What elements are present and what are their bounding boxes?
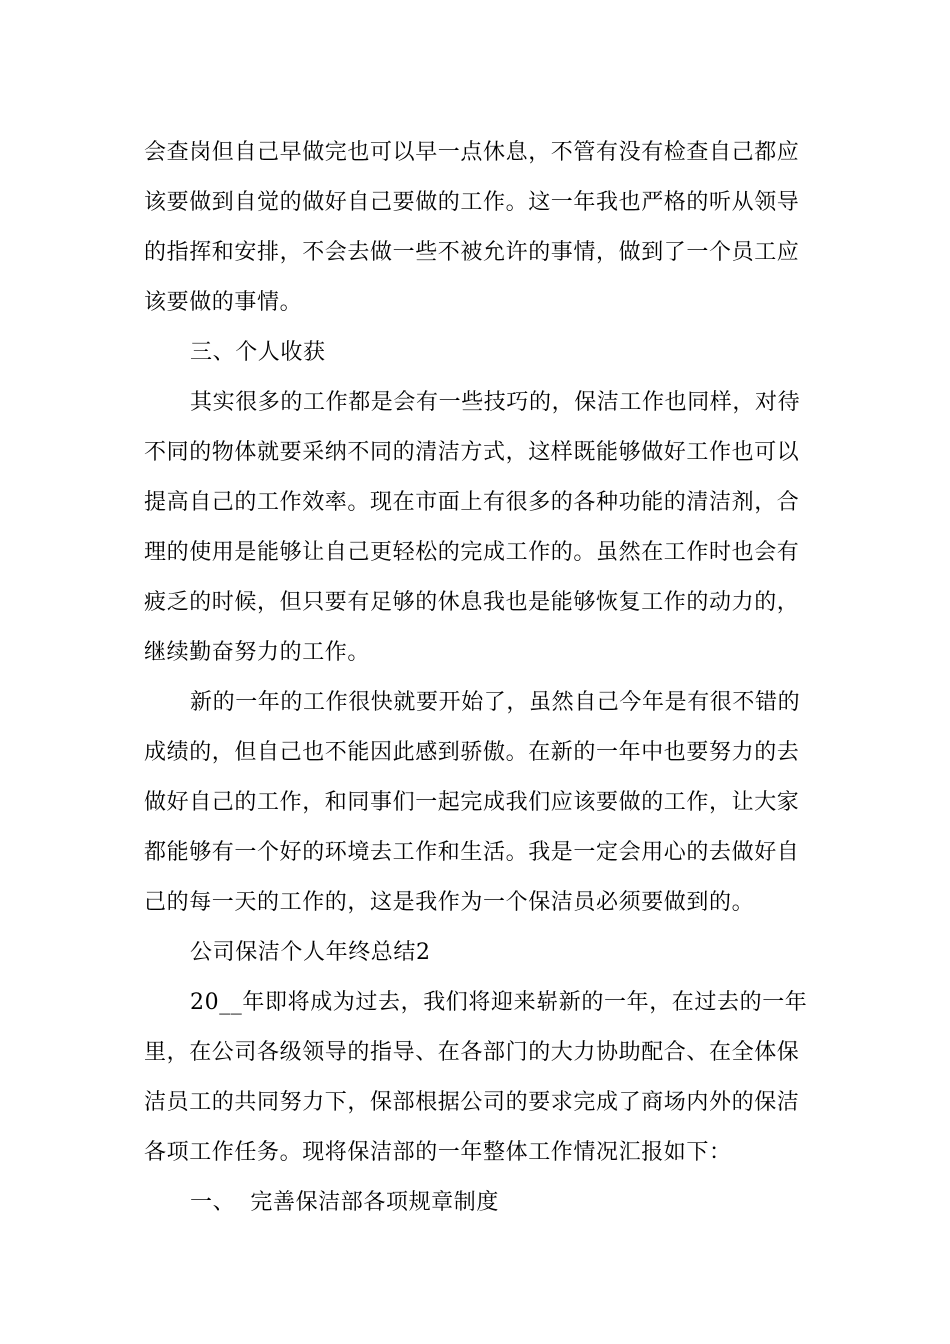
text-line: 里，在公司各级领导的指导、在各部门的大力协助配合、在全体保 xyxy=(144,1040,800,1065)
paragraph-new-year-plan xyxy=(144,678,808,928)
heading-line: 一、 完善保洁部各项规章制度 xyxy=(190,1190,499,1215)
text-line: 疲乏的时候，但只要有足够的休息我也是能够恢复工作的动力的， xyxy=(144,590,800,615)
document-title-2 xyxy=(144,928,808,978)
text-line: 会查岗但自己早做完也可以早一点休息，不管有没有检查自己都应 xyxy=(144,140,800,165)
text-line: 20__年即将成为过去，我们将迎来崭新的一年，在过去的一年 xyxy=(190,990,808,1015)
text-line: 的指挥和安排，不会去做一些不被允许的事情，做到了一个员工应 xyxy=(144,240,800,265)
document-body xyxy=(144,128,808,1228)
text-line: 提高自己的工作效率。现在市面上有很多的各种功能的清洁剂，合 xyxy=(144,490,800,515)
paragraph-cleaning-skills xyxy=(144,378,808,678)
text-line: 各项工作任务。现将保洁部的一年整体工作情况汇报如下： xyxy=(144,1140,732,1165)
text-line: 做好自己的工作，和同事们一起完成我们应该要做的工作，让大家 xyxy=(144,790,800,815)
text-line: 新的一年的工作很快就要开始了，虽然自己今年是有很不错的 xyxy=(190,690,801,715)
text-line: 继续勤奋努力的工作。 xyxy=(144,640,371,665)
paragraph-year-review-intro xyxy=(144,978,808,1178)
text-line: 都能够有一个好的环境去工作和生活。我是一定会用心的去做好自 xyxy=(144,840,800,865)
section-heading-personal-gains xyxy=(144,328,808,378)
text-line: 该要做的事情。 xyxy=(144,290,303,315)
text-line: 其实很多的工作都是会有一些技巧的，保洁工作也同样，对待 xyxy=(190,390,801,415)
text-line: 不同的物体就要采纳不同的清洁方式，这样既能够做好工作也可以 xyxy=(144,440,800,465)
text-line: 理的使用是能够让自己更轻松的完成工作的。虽然在工作时也会有 xyxy=(144,540,800,565)
title-line: 公司保洁个人年终总结2 xyxy=(190,940,431,965)
text-line: 洁员工的共同努力下，保部根据公司的要求完成了商场内外的保洁 xyxy=(144,1090,800,1115)
text-line: 成绩的，但自己也不能因此感到骄傲。在新的一年中也要努力的去 xyxy=(144,740,800,765)
section-heading-rules xyxy=(144,1178,808,1228)
heading-line: 三、个人收获 xyxy=(190,340,326,365)
text-line: 该要做到自觉的做好自己要做的工作。这一年我也严格的听从领导 xyxy=(144,190,800,215)
paragraph-duty-continuation xyxy=(144,128,808,328)
text-line: 己的每一天的工作的，这是我作为一个保洁员必须要做到的。 xyxy=(144,890,755,915)
